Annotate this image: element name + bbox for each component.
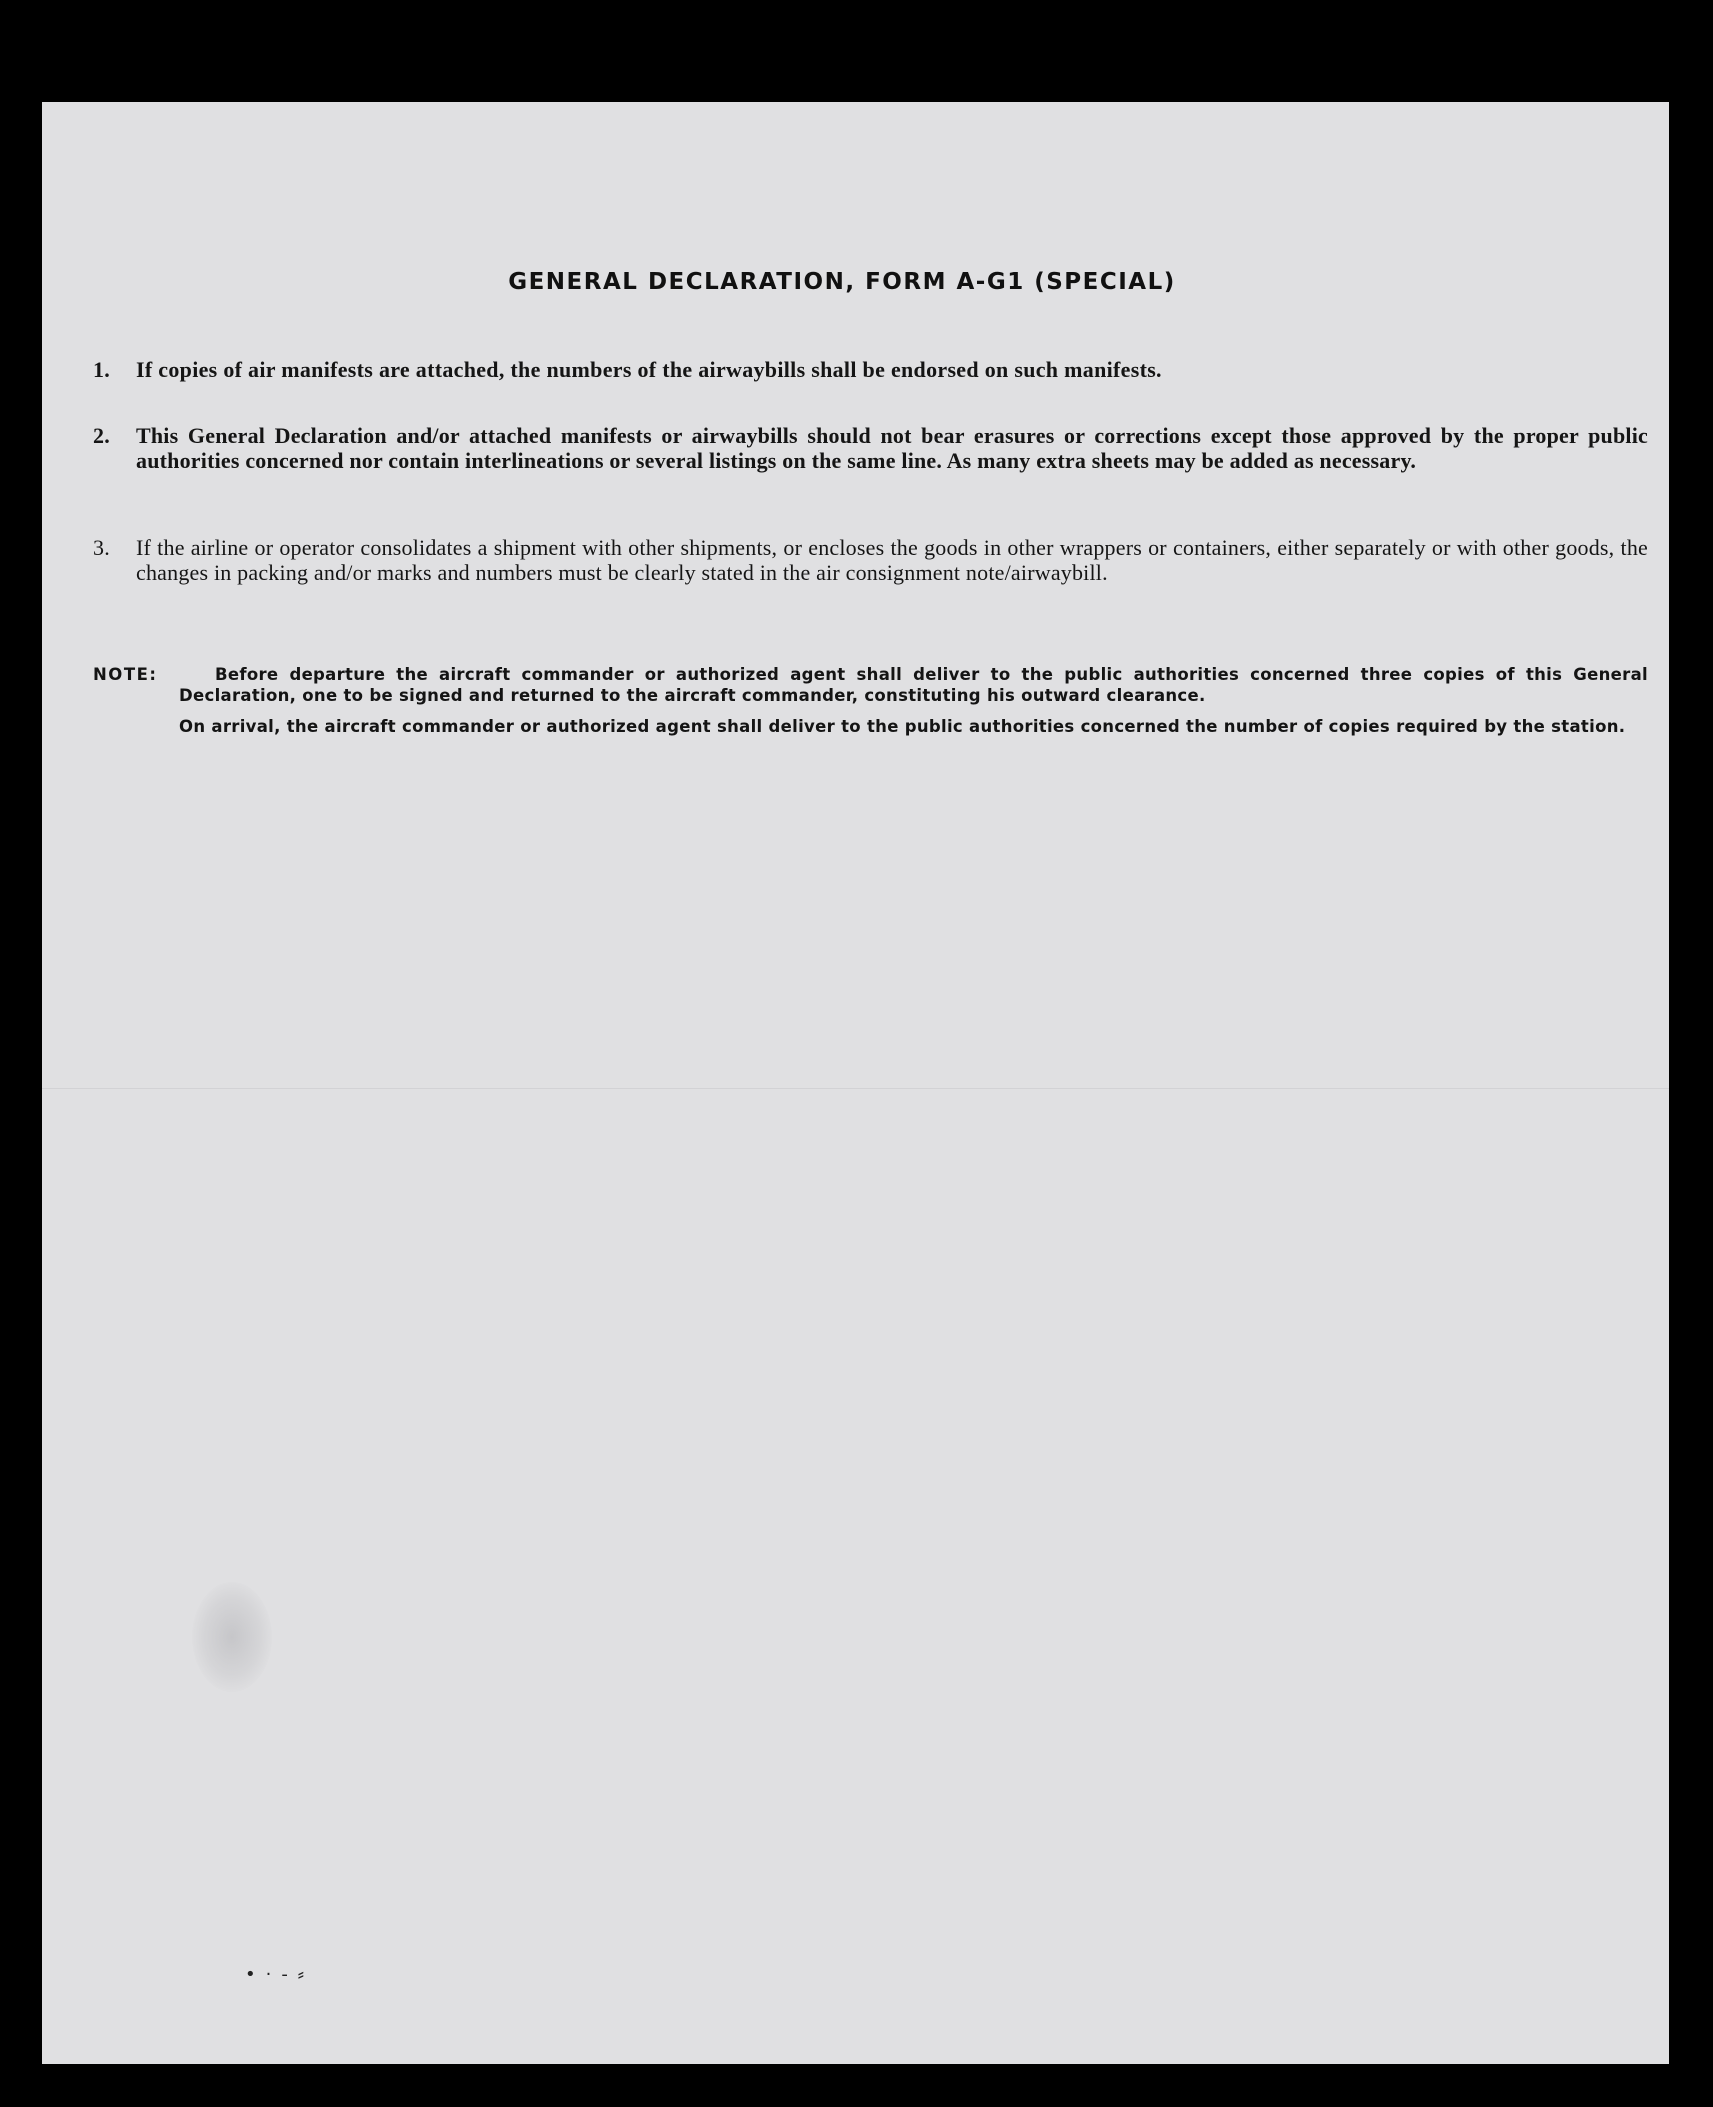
instruction-item-2 [93, 423, 1648, 473]
item-text: This General Declaration and/or attached manifests or airwaybills should not bear erasures or corrections except those approved by the proper public authorities concerned nor contain interlineations or several listings on the same line. As many extra sheets may be added as necessary. [136, 423, 1648, 473]
form-title: GENERAL DECLARATION, FORM A-G1 (SPECIAL) [508, 269, 1176, 295]
item-text: If the airline or operator consolidates a shipment with other shipments, or encloses the goods in other wrappers or containers, either separately or with other goods, the changes in packing and/or marks and numbers must be clearly stated in the air consignment note/airwaybill. [136, 535, 1648, 585]
item-number: 1. [93, 357, 111, 382]
note-body [179, 664, 1648, 737]
item-number: 2. [93, 423, 110, 448]
instruction-item-3 [93, 535, 1648, 585]
scan-specks: •·‐⸗ [245, 1964, 314, 1985]
note-label: NOTE: [93, 665, 158, 684]
scan-smudge [192, 1582, 272, 1692]
note-section [93, 664, 1648, 737]
note-paragraph-arrival: On arrival, the aircraft commander or authorized agent shall deliver to the public authorities concerned the number of copies required by the station. [179, 717, 1626, 736]
instruction-item-1 [93, 357, 1648, 382]
fold-line [42, 1088, 1669, 1089]
item-text: If copies of air manifests are attached, the numbers of the airwaybills shall be endorsed on such manifests. [136, 357, 1162, 382]
document-page [42, 102, 1669, 2064]
note-paragraph-departure: Before departure the aircraft commander or authorized agent shall deliver to the public authorities concerned three copies of this General Declaration, one to be signed and returned to the aircraft commander, constituting his outward clearance. [179, 665, 1648, 705]
item-number: 3. [93, 535, 110, 560]
